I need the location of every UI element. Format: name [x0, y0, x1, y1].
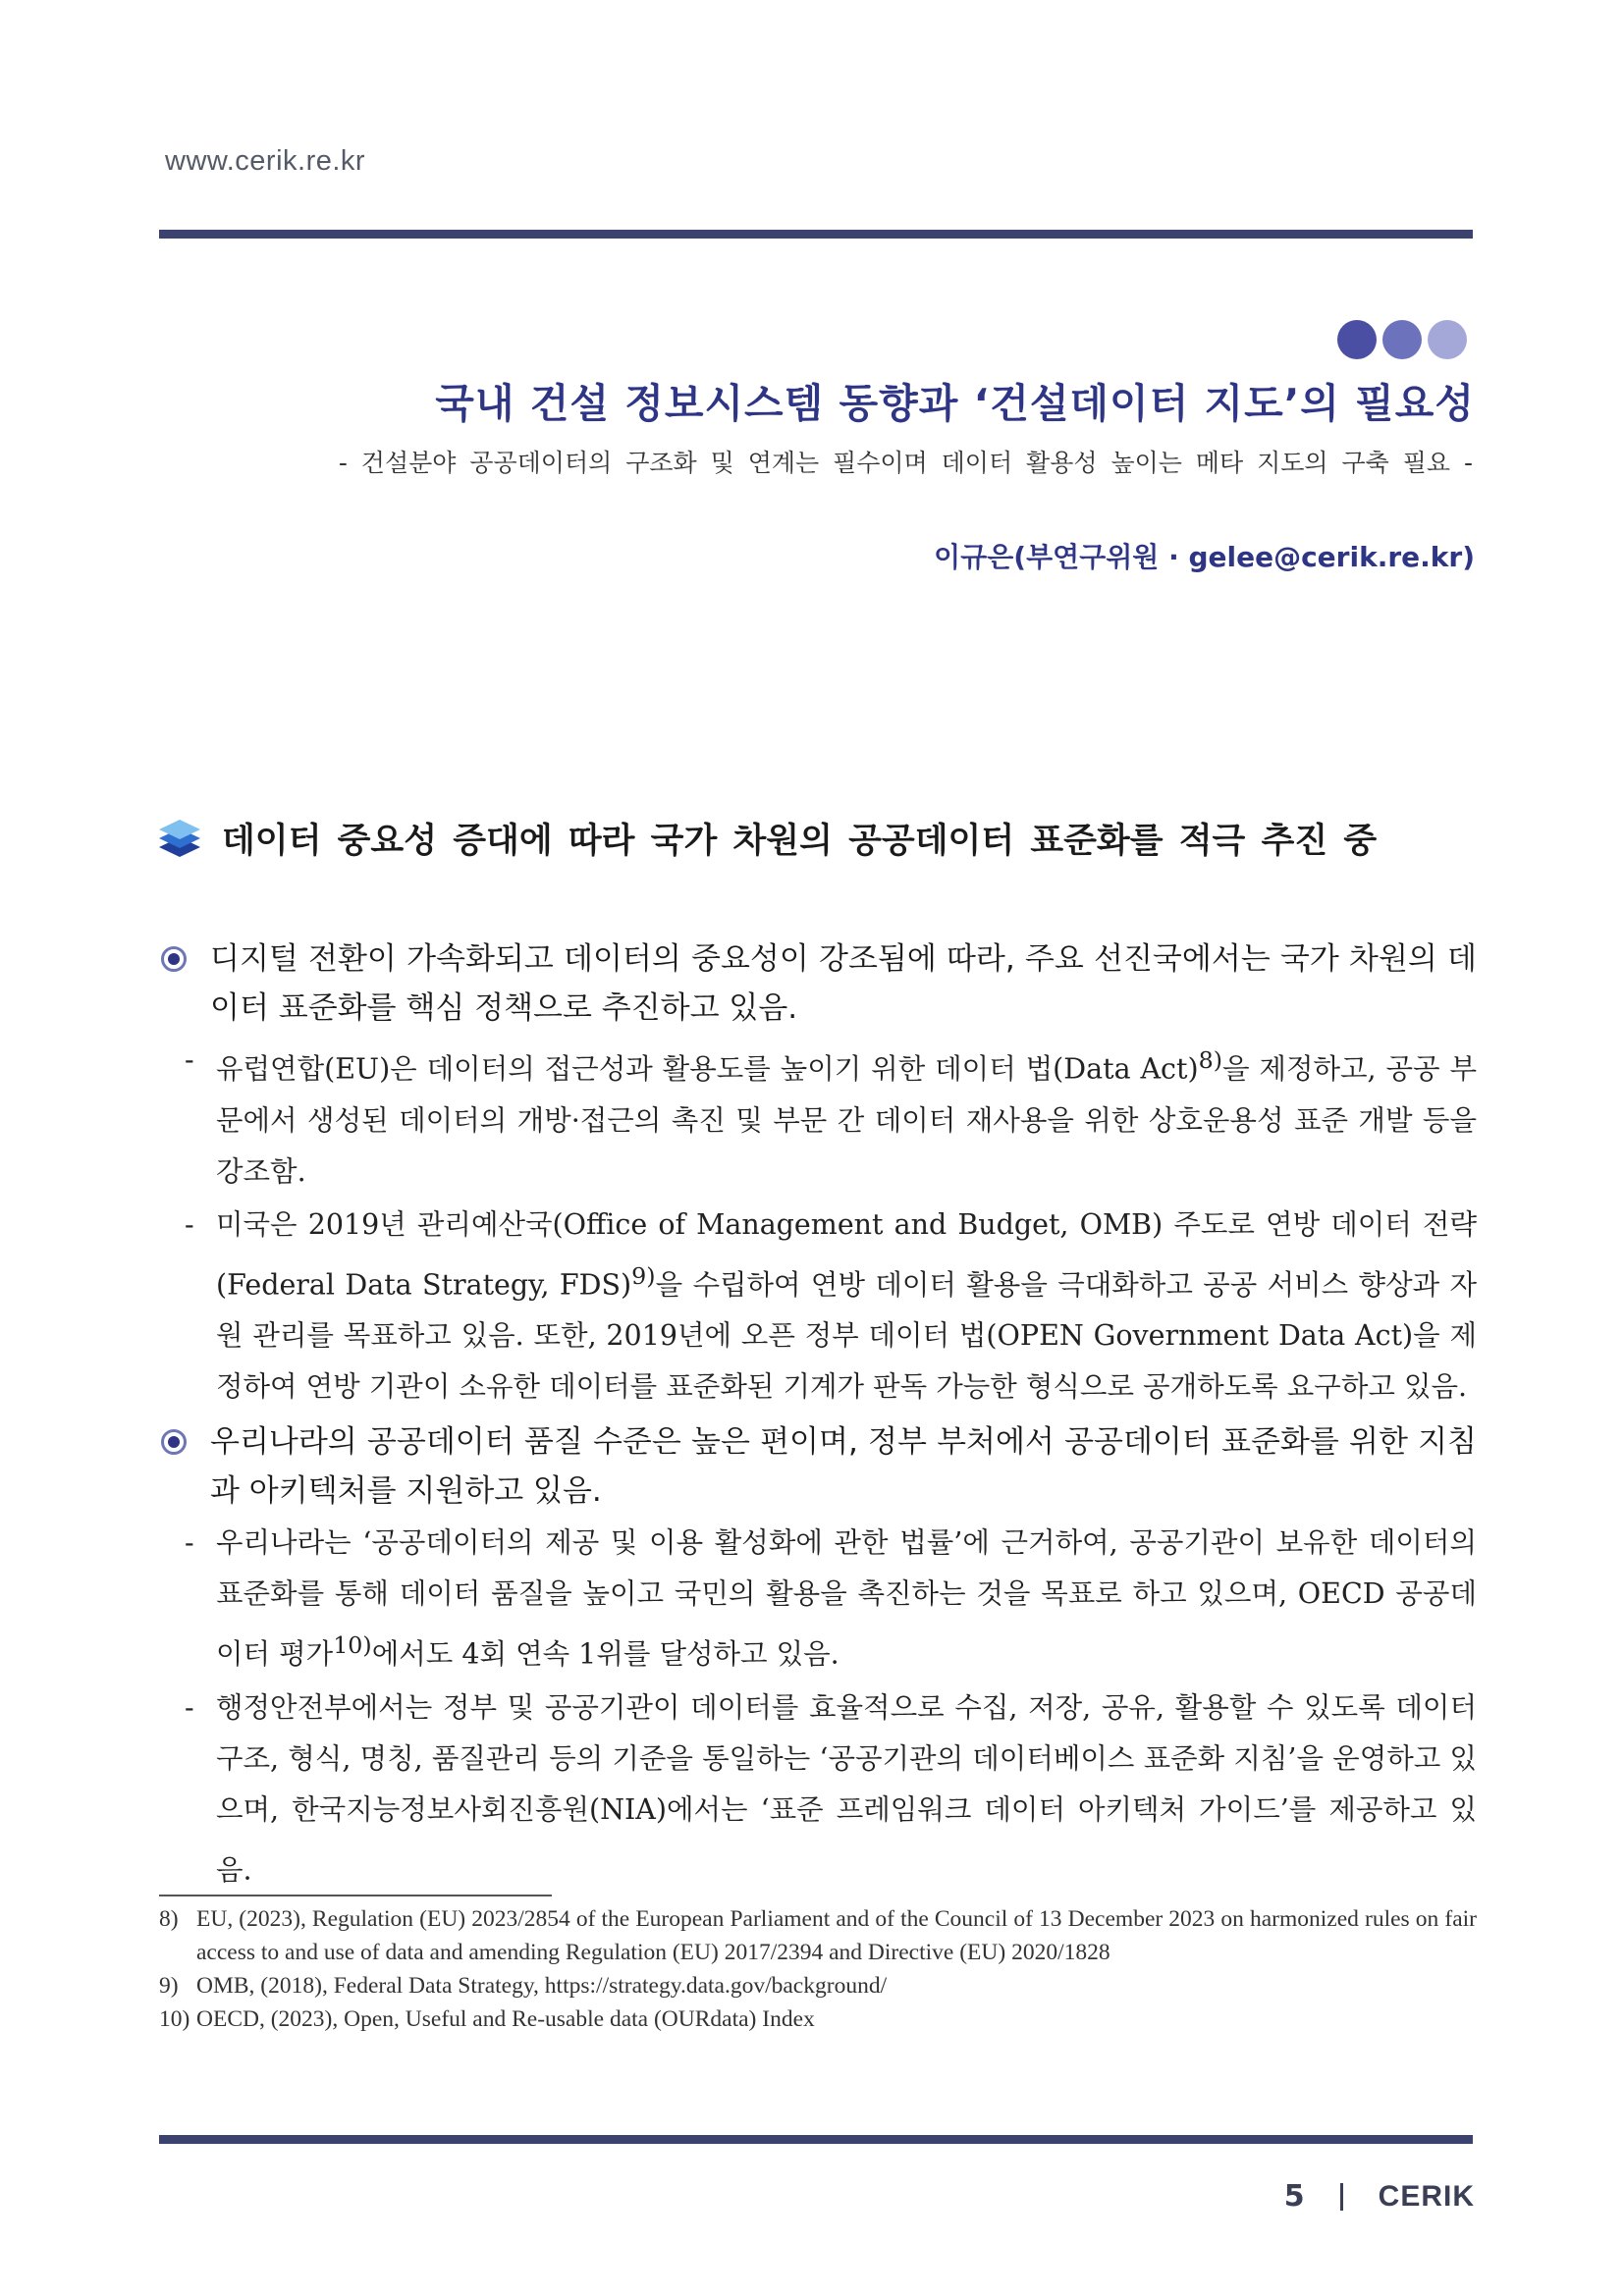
decorative-dots-icon	[1337, 320, 1475, 361]
article-subtitle: - 건설분야 공공데이터의 구조화 및 연계는 필수이며 데이터 활용성 높이는 메타 지도의 구축 필요 -	[338, 449, 1473, 477]
footnote-divider	[159, 1895, 552, 1896]
page-number: 5	[1283, 2179, 1305, 2214]
layers-icon	[157, 816, 202, 861]
bullet-point	[161, 1417, 1477, 1896]
article-title: 국내 건설 정보시스템 동향과 ‘건설데이터 지도’의 필요성	[435, 380, 1475, 427]
sub-item: - 우리나라는 ‘공공데이터의 제공 및 이용 활성화에 관한 법률’에 근거하여, 공공기관이 보유한 데이터의 표준화를 통해 데이터 품질을 높이고 국민의 활용을 촉진하는 것을 목표로 하고 있으며, OECD 공공데이터 평가$^{10)}$에서도 4회 연속 1위를 달성하고 있음.	[185, 1526, 1477, 1671]
page-footer	[1284, 2179, 1475, 2214]
author-byline: 이규은(부연구위원 · gelee@cerik.re.kr)	[934, 541, 1475, 573]
footnote-ref[interactable]: 9)	[631, 1261, 656, 1290]
footer-brand: CERIK	[1378, 2179, 1475, 2213]
footer-divider	[159, 2135, 1473, 2144]
footnote-ref[interactable]: 10)	[333, 1631, 372, 1659]
dot-icon	[1382, 320, 1422, 359]
bullet-point	[161, 934, 1477, 1413]
site-url[interactable]: www.cerik.re.kr	[165, 145, 366, 177]
footnote-item: 9) OMB, (2018), Federal Data Strategy, https://strategy.data.gov/background/	[159, 1973, 888, 1999]
header-divider	[159, 230, 1473, 239]
sub-item: - 행정안전부에서는 정부 및 공공기관이 데이터를 효율적으로 수집, 저장, 공유, 활용할 수 있도록 데이터 구조, 형식, 명칭, 품질관리 등의 기준을 통일하는 ‘공공기관의 데이터베이스 표준화 지침’을 운영하고 있으며, 한국지능정보사회진흥원(NIA)에서는 ‘표준 프레임워크 데이터 아키텍처 가이드’를 제공하고 있음.	[185, 1690, 1477, 1886]
section-title: 데이터 중요성 증대에 따라 국가 차원의 공공데이터 표준화를 적극 추진 중	[222, 822, 1378, 861]
bullet-text: 우리나라의 공공데이터 품질 수준은 높은 편이며, 정부 부처에서 공공데이터 표준화를 위한 지침과 아키텍처를 지원하고 있음.	[210, 1424, 1477, 1509]
sub-item: - 미국은 2019년 관리예산국(Office of Management and Budget, OMB) 주도로 연방 데이터 전략(Federal Data Strategy, FDS)$^{9)}$을 수립하여 연방 데이터 활용을 극대화하고 공공 서비스 향상과 자원 관리를 목표하고 있음. 또한, 2019년에 오픈 정부 데이터 법(OPEN Government Data Act)을 제정하여 연방 기관이 소유한 데이터를 표준화된 기계가 판독 가능한 형식으로 공개하도록 요구하고 있음.	[185, 1207, 1478, 1403]
footnotes	[159, 1902, 1477, 2036]
dot-icon	[1337, 320, 1377, 359]
footnote-item: 8) EU, (2023), Regulation (EU) 2023/2854 of the European Parliament and of the Council of 13 December 2023 on harmonized rules on fair access to and use of data and amending Regulation (EU) 2017/2394 and Directive (EU) 2020/1828	[159, 1906, 1477, 1965]
sub-item: - 유럽연합(EU)은 데이터의 접근성과 활용도를 높이기 위한 데이터 법(Data Act)$^{8)}$을 제정하고, 공공 부문에서 생성된 데이터의 개방·접근의 촉진 및 부문 간 데이터 재사용을 위한 상호운용성 표준 개발 등을 강조함.	[185, 1043, 1477, 1188]
footer-separator	[1340, 2183, 1343, 2211]
footnote-ref[interactable]: 8)	[1198, 1046, 1222, 1074]
section-heading	[157, 811, 1377, 866]
footnote-item: 10) OECD, (2023), Open, Useful and Re-usable data (OURdata) Index	[159, 2006, 815, 2032]
bullet-text: 디지털 전환이 가속화되고 데이터의 중요성이 강조됨에 따라, 주요 선진국에서는 국가 차원의 데이터 표준화를 핵심 정책으로 추진하고 있음.	[210, 941, 1477, 1026]
bullet-circle-icon	[161, 1429, 187, 1455]
bullet-circle-icon	[161, 946, 187, 972]
dot-icon	[1428, 320, 1467, 359]
